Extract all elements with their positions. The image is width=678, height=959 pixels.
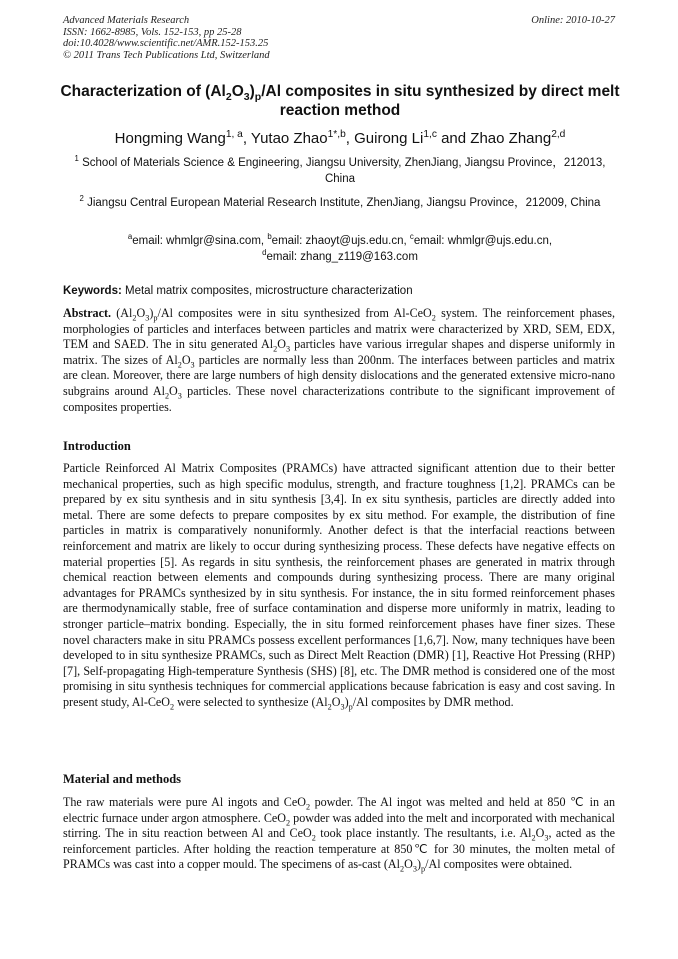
methods-paragraph: The raw materials were pure Al ingots and CeO$_2$ powder. The Al ingot was melted and held at 850 ℃ in an electric furnace under argon atmosphere. CeO$_2$ powder was added into the melt and incorporated with mechanical stirring. The in situ reaction between Al and CeO$_2$ took place instantly. The resultants, i.e. $Al_2O_3$, acted as the reinforcement particles. After holding the reaction temperature at 850℃ for 30 minutes, the molten metal of PRAMCs was cast into a copper mould. The specimens of as-cast $(Al_2O_3)_p/Al$ composites were obtained. xyxy=(63,795,616,874)
email-link[interactable]: email: zhang_z119@163.com xyxy=(266,251,418,263)
doi-line: doi:10.4028/www.scientific.net/AMR.152-153.25 xyxy=(63,38,269,49)
introduction-paragraph: Particle Reinforced Al Matrix Composites (PRAMCs) have attracted significant attention due to their better mechanical properties, such as high specific modulus, strength, and fracture toughness [1,2]. PRAMCs can be prepared by ex situ synthesis and in situ synthesis [3,4]. In ex situ synthesis, particles are directly added into metal. There are some defects to prepare composites by ex situ method. For example, the distribution of fine particles in matrix is comparatively nonuniformly. Another defect is that the interfacial reactions between reinforcement and matrix are likely to occur during synthesizing process. These defects have negative effects on material properties [5]. As regards in situ synthesis, the reinforcement phases are generated in matrix through chemical reaction between elements and compounds during synthesizing process. There are many original advantages for PRAMCs synthesized by in situ synthesis. For instance, the in situ formed reinforcement phases are thermodynamically stable, free of surface contamination and disperse more uniformly in matrix, leading to stronger particle–matrix bonding. Especially, the in situ formed reinforcement phases have finer sizes. These novel characters make in situ PRAMCs possess excellent performances [1,6,7]. Now, many techniques have been developed to in situ synthesize PRAMCs, such as Direct Melt Reaction (DMR) [1], Reactive Hot Pressing (RHP) [7], Self-propagating High-temperature Synthesis (SHS) [8], etc. The DMR method is considered one of the most promising in situ synthesis techniques for commercial applications because fabrication is easy and cost saving. In present study, Al-CeO$_2$ were selected to synthesize $(Al_2O_3)_p/Al$ composites by DMR method. xyxy=(63,461,615,712)
author-name: Guirong Li xyxy=(354,130,424,147)
email-list: $^a$email: whmlgr@sina.com, $^b$email: zhaoyt@ujs.edu.cn, $^c$email: whmlgr@ujs.edu.cn, $^d$email: zhang_z119@163.com xyxy=(127,232,553,263)
journal-header xyxy=(63,15,270,61)
author-name: Yutao Zhao xyxy=(250,130,328,147)
affiliation-2: $^2$ Jiangsu Central European Material Research Institute, ZhenJiang, Jiangsu Province，212009, China xyxy=(79,194,601,209)
abstract-paragraph: Abstract. $(Al_2O_3)_p/Al$ composites were in situ synthesized from Al-CeO$_2$ system. The reinforcement phases, morphologies of particles and interfaces between particles and matrix were characterized by XRD, SEM, EDX, TEM and SAED. The in situ generated $Al_2O_3$ particles have various irregular shapes and disperse uniformly in matrix. The sizes of $Al_2O_3$ particles are normally less than 200nm. The interfaces between particles and matrix are clean. Moreover, there are large numbers of high density dislocations and the generated extensive micro-nano subgrains around $Al_2O_3$ particles. These novel characterizations contribute to the significant improvement of composites properties. xyxy=(63,306,616,414)
issn-line: ISSN: 1662-8985, Vols. 152-153, pp 25-28 xyxy=(63,26,242,38)
author-name: Hongming Wang xyxy=(114,130,226,147)
paper-title: Characterization of $(Al_2O_3)_p/Al$ composites in situ synthesized by direct melt reaction method xyxy=(60,83,620,119)
section-heading-introduction: Introduction xyxy=(63,439,131,453)
author-list: Hongming Wang$^{1, a}$, Yutao Zhao$^{1*,b}$, Guirong Li$^{1,c}$ and Zhao Zhang$^{2,d}$ xyxy=(114,129,566,147)
section-heading-methods: Material and methods xyxy=(63,772,182,786)
affiliation-1: $^1$ School of Materials Science & Engineering, Jiangsu University, ZhenJiang, Jiangsu Province，212013, China xyxy=(74,154,606,185)
online-date: Online: 2010-10-27 xyxy=(531,15,615,26)
abstract-label: Abstract. xyxy=(63,306,112,320)
email-link[interactable]: email: whmlgr@sina.com, xyxy=(132,235,265,247)
journal-name: Advanced Materials Research xyxy=(63,15,190,26)
author-name: Zhao Zhang xyxy=(470,130,552,147)
keywords: Keywords: Metal matrix composites, microstructure characterization xyxy=(63,285,413,297)
email-link[interactable]: email: whmlgr@ujs.edu.cn, xyxy=(413,235,553,247)
email-link[interactable]: email: zhaoyt@ujs.edu.cn, xyxy=(271,235,407,247)
copyright-line: © 2011 Trans Tech Publications Ltd, Switzerland xyxy=(63,49,270,61)
keywords-label: Keywords: xyxy=(63,285,122,297)
